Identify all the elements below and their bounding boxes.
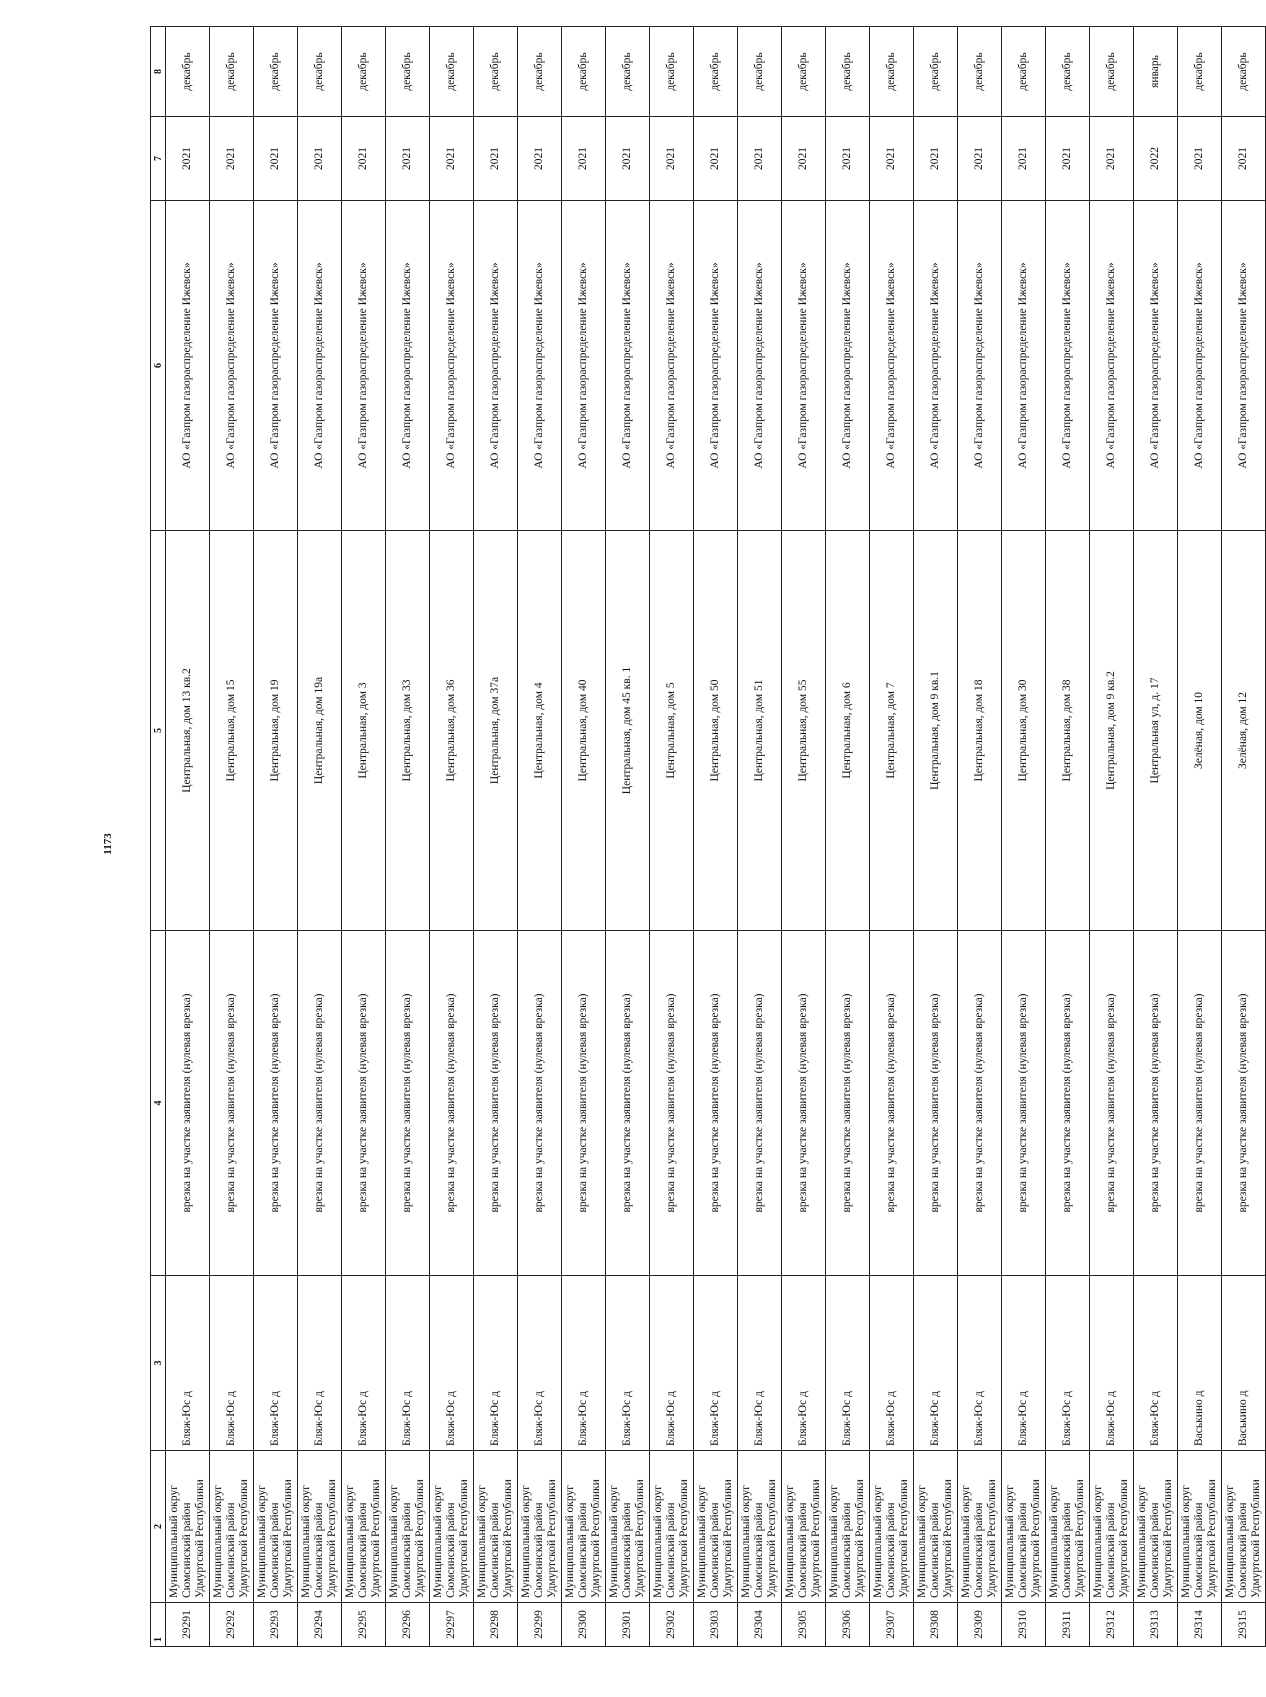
month-cell: декабрь xyxy=(1178,27,1222,117)
table-row xyxy=(518,27,562,1647)
work-type-cell: врезка на участке заявителя (нулевая врезка) xyxy=(694,931,738,1276)
row-number-cell: 29311 xyxy=(1046,1603,1090,1647)
header-cell-7: 7 xyxy=(151,117,166,201)
year-cell: 2021 xyxy=(298,117,342,201)
row-number-cell: 29307 xyxy=(870,1603,914,1647)
organization-cell: АО «Газпром газораспределение Ижевск» xyxy=(210,201,254,531)
municipality-cell: Муниципальный округ Сюмсинский район Удмуртской Республики xyxy=(1178,1451,1222,1603)
organization-cell: АО «Газпром газораспределение Ижевск» xyxy=(1222,201,1266,531)
settlement-cell: Бляж-Юс д xyxy=(1090,1276,1134,1451)
table-row xyxy=(342,27,386,1647)
month-cell: декабрь xyxy=(1222,27,1266,117)
month-cell: декабрь xyxy=(254,27,298,117)
organization-cell: АО «Газпром газораспределение Ижевск» xyxy=(1046,201,1090,531)
table-row xyxy=(1046,27,1090,1647)
address-cell: Центральная, дом 15 xyxy=(210,531,254,931)
municipality-cell: Муниципальный округ Сюмсинский район Удмуртской Республики xyxy=(1222,1451,1266,1603)
year-cell: 2021 xyxy=(870,117,914,201)
address-cell: Центральная, дом 30 xyxy=(1002,531,1046,931)
address-cell: Центральная, дом 3 xyxy=(342,531,386,931)
row-number-cell: 29294 xyxy=(298,1603,342,1647)
row-number-cell: 29315 xyxy=(1222,1603,1266,1647)
header-cell-3: 3 xyxy=(151,1276,166,1451)
table-row xyxy=(298,27,342,1647)
municipality-cell: Муниципальный округ Сюмсинский район Удмуртской Республики xyxy=(914,1451,958,1603)
table-row xyxy=(1222,27,1266,1647)
table-row xyxy=(1134,27,1178,1647)
year-cell: 2021 xyxy=(1222,117,1266,201)
table-body xyxy=(166,27,1266,1647)
table-row xyxy=(1002,27,1046,1647)
work-type-cell: врезка на участке заявителя (нулевая врезка) xyxy=(1222,931,1266,1276)
address-cell: Центральная, дом 33 xyxy=(386,531,430,931)
settlement-cell: Бляж-Юс д xyxy=(298,1276,342,1451)
month-cell: декабрь xyxy=(166,27,210,117)
work-type-cell: врезка на участке заявителя (нулевая врезка) xyxy=(166,931,210,1276)
data-table xyxy=(150,26,1266,1647)
work-type-cell: врезка на участке заявителя (нулевая врезка) xyxy=(342,931,386,1276)
year-cell: 2021 xyxy=(342,117,386,201)
row-number-cell: 29292 xyxy=(210,1603,254,1647)
settlement-cell: Бляж-Юс д xyxy=(650,1276,694,1451)
work-type-cell: врезка на участке заявителя (нулевая врезка) xyxy=(1134,931,1178,1276)
row-number-cell: 29300 xyxy=(562,1603,606,1647)
address-cell: Зелёная, дом 12 xyxy=(1222,531,1266,931)
table-row xyxy=(738,27,782,1647)
row-number-cell: 29303 xyxy=(694,1603,738,1647)
address-cell: Центральная, дом 37а xyxy=(474,531,518,931)
year-cell: 2021 xyxy=(650,117,694,201)
year-cell: 2021 xyxy=(694,117,738,201)
row-number-cell: 29306 xyxy=(826,1603,870,1647)
organization-cell: АО «Газпром газораспределение Ижевск» xyxy=(782,201,826,531)
work-type-cell: врезка на участке заявителя (нулевая врезка) xyxy=(1046,931,1090,1276)
header-cell-1: 1 xyxy=(151,1603,166,1647)
address-cell: Центральная, дом 6 xyxy=(826,531,870,931)
year-cell: 2021 xyxy=(386,117,430,201)
organization-cell: АО «Газпром газораспределение Ижевск» xyxy=(1090,201,1134,531)
settlement-cell: Бляж-Юс д xyxy=(430,1276,474,1451)
work-type-cell: врезка на участке заявителя (нулевая врезка) xyxy=(562,931,606,1276)
row-number-cell: 29297 xyxy=(430,1603,474,1647)
municipality-cell: Муниципальный округ Сюмсинский район Удмуртской Республики xyxy=(606,1451,650,1603)
row-number-cell: 29313 xyxy=(1134,1603,1178,1647)
month-cell: декабрь xyxy=(430,27,474,117)
municipality-cell: Муниципальный округ Сюмсинский район Удмуртской Республики xyxy=(1134,1451,1178,1603)
settlement-cell: Бляж-Юс д xyxy=(254,1276,298,1451)
settlement-cell: Бляж-Юс д xyxy=(166,1276,210,1451)
work-type-cell: врезка на участке заявителя (нулевая врезка) xyxy=(958,931,1002,1276)
header-cell-5: 5 xyxy=(151,531,166,931)
header-cell-2: 2 xyxy=(151,1451,166,1603)
organization-cell: АО «Газпром газораспределение Ижевск» xyxy=(386,201,430,531)
settlement-cell: Бляж-Юс д xyxy=(826,1276,870,1451)
month-cell: декабрь xyxy=(650,27,694,117)
settlement-cell: Васькино д xyxy=(1222,1276,1266,1451)
organization-cell: АО «Газпром газораспределение Ижевск» xyxy=(1134,201,1178,531)
header-cell-6: 6 xyxy=(151,201,166,531)
address-cell: Центральная ул, д. 17 xyxy=(1134,531,1178,931)
work-type-cell: врезка на участке заявителя (нулевая врезка) xyxy=(738,931,782,1276)
organization-cell: АО «Газпром газораспределение Ижевск» xyxy=(650,201,694,531)
address-cell: Центральная, дом 40 xyxy=(562,531,606,931)
settlement-cell: Васькино д xyxy=(1178,1276,1222,1451)
table-row xyxy=(1090,27,1134,1647)
table-row xyxy=(254,27,298,1647)
row-number-cell: 29314 xyxy=(1178,1603,1222,1647)
address-cell: Центральная, дом 38 xyxy=(1046,531,1090,931)
organization-cell: АО «Газпром газораспределение Ижевск» xyxy=(342,201,386,531)
year-cell: 2021 xyxy=(826,117,870,201)
organization-cell: АО «Газпром газораспределение Ижевск» xyxy=(254,201,298,531)
municipality-cell: Муниципальный округ Сюмсинский район Удмуртской Республики xyxy=(1002,1451,1046,1603)
table-row xyxy=(166,27,210,1647)
row-number-cell: 29310 xyxy=(1002,1603,1046,1647)
municipality-cell: Муниципальный округ Сюмсинский район Удмуртской Республики xyxy=(298,1451,342,1603)
municipality-cell: Муниципальный округ Сюмсинский район Удмуртской Республики xyxy=(1046,1451,1090,1603)
work-type-cell: врезка на участке заявителя (нулевая врезка) xyxy=(782,931,826,1276)
address-cell: Центральная, дом 9 кв.1 xyxy=(914,531,958,931)
municipality-cell: Муниципальный округ Сюмсинский район Удмуртской Республики xyxy=(430,1451,474,1603)
year-cell: 2021 xyxy=(1002,117,1046,201)
month-cell: декабрь xyxy=(826,27,870,117)
work-type-cell: врезка на участке заявителя (нулевая врезка) xyxy=(518,931,562,1276)
organization-cell: АО «Газпром газораспределение Ижевск» xyxy=(870,201,914,531)
header-cell-8: 8 xyxy=(151,27,166,117)
table-row xyxy=(210,27,254,1647)
table-row xyxy=(562,27,606,1647)
row-number-cell: 29302 xyxy=(650,1603,694,1647)
work-type-cell: врезка на участке заявителя (нулевая врезка) xyxy=(606,931,650,1276)
address-cell: Центральная, дом 13 кв.2 xyxy=(166,531,210,931)
work-type-cell: врезка на участке заявителя (нулевая врезка) xyxy=(474,931,518,1276)
table-row xyxy=(870,27,914,1647)
year-cell: 2021 xyxy=(430,117,474,201)
month-cell: декабрь xyxy=(386,27,430,117)
year-cell: 2021 xyxy=(782,117,826,201)
month-cell: декабрь xyxy=(914,27,958,117)
organization-cell: АО «Газпром газораспределение Ижевск» xyxy=(474,201,518,531)
organization-cell: АО «Газпром газораспределение Ижевск» xyxy=(430,201,474,531)
header-cell-4: 4 xyxy=(151,931,166,1276)
table-row xyxy=(694,27,738,1647)
row-number-cell: 29312 xyxy=(1090,1603,1134,1647)
year-cell: 2021 xyxy=(254,117,298,201)
month-cell: декабрь xyxy=(1002,27,1046,117)
table-row xyxy=(914,27,958,1647)
month-cell: декабрь xyxy=(606,27,650,117)
municipality-cell: Муниципальный округ Сюмсинский район Удмуртской Республики xyxy=(386,1451,430,1603)
year-cell: 2021 xyxy=(958,117,1002,201)
month-cell: декабрь xyxy=(298,27,342,117)
work-type-cell: врезка на участке заявителя (нулевая врезка) xyxy=(1178,931,1222,1276)
organization-cell: АО «Газпром газораспределение Ижевск» xyxy=(1002,201,1046,531)
work-type-cell: врезка на участке заявителя (нулевая врезка) xyxy=(870,931,914,1276)
month-cell: декабрь xyxy=(1090,27,1134,117)
work-type-cell: врезка на участке заявителя (нулевая врезка) xyxy=(826,931,870,1276)
header-row xyxy=(151,27,166,1647)
settlement-cell: Бляж-Юс д xyxy=(694,1276,738,1451)
settlement-cell: Бляж-Юс д xyxy=(958,1276,1002,1451)
municipality-cell: Муниципальный округ Сюмсинский район Удмуртской Республики xyxy=(738,1451,782,1603)
year-cell: 2021 xyxy=(562,117,606,201)
address-cell: Центральная, дом 19а xyxy=(298,531,342,931)
organization-cell: АО «Газпром газораспределение Ижевск» xyxy=(694,201,738,531)
month-cell: декабрь xyxy=(958,27,1002,117)
month-cell: декабрь xyxy=(342,27,386,117)
month-cell: декабрь xyxy=(870,27,914,117)
municipality-cell: Муниципальный округ Сюмсинский район Удмуртской Республики xyxy=(694,1451,738,1603)
address-cell: Центральная, дом 50 xyxy=(694,531,738,931)
organization-cell: АО «Газпром газораспределение Ижевск» xyxy=(958,201,1002,531)
municipality-cell: Муниципальный округ Сюмсинский район Удмуртской Республики xyxy=(1090,1451,1134,1603)
row-number-cell: 29293 xyxy=(254,1603,298,1647)
work-type-cell: врезка на участке заявителя (нулевая врезка) xyxy=(386,931,430,1276)
work-type-cell: врезка на участке заявителя (нулевая врезка) xyxy=(914,931,958,1276)
address-cell: Центральная, дом 7 xyxy=(870,531,914,931)
month-cell: декабрь xyxy=(738,27,782,117)
municipality-cell: Муниципальный округ Сюмсинский район Удмуртской Республики xyxy=(562,1451,606,1603)
settlement-cell: Бляж-Юс д xyxy=(474,1276,518,1451)
work-type-cell: врезка на участке заявителя (нулевая врезка) xyxy=(254,931,298,1276)
month-cell: декабрь xyxy=(694,27,738,117)
table-row xyxy=(650,27,694,1647)
organization-cell: АО «Газпром газораспределение Ижевск» xyxy=(826,201,870,531)
table-row xyxy=(606,27,650,1647)
municipality-cell: Муниципальный округ Сюмсинский район Удмуртской Республики xyxy=(166,1451,210,1603)
municipality-cell: Муниципальный округ Сюмсинский район Удмуртской Республики xyxy=(254,1451,298,1603)
municipality-cell: Муниципальный округ Сюмсинский район Удмуртской Республики xyxy=(650,1451,694,1603)
settlement-cell: Бляж-Юс д xyxy=(1134,1276,1178,1451)
table-row xyxy=(826,27,870,1647)
row-number-cell: 29308 xyxy=(914,1603,958,1647)
address-cell: Центральная, дом 9 кв.2 xyxy=(1090,531,1134,931)
row-number-cell: 29301 xyxy=(606,1603,650,1647)
organization-cell: АО «Газпром газораспределение Ижевск» xyxy=(166,201,210,531)
row-number-cell: 29305 xyxy=(782,1603,826,1647)
year-cell: 2021 xyxy=(1178,117,1222,201)
settlement-cell: Бляж-Юс д xyxy=(342,1276,386,1451)
year-cell: 2021 xyxy=(518,117,562,201)
settlement-cell: Бляж-Юс д xyxy=(870,1276,914,1451)
municipality-cell: Муниципальный округ Сюмсинский район Удмуртской Республики xyxy=(474,1451,518,1603)
year-cell: 2021 xyxy=(606,117,650,201)
work-type-cell: врезка на участке заявителя (нулевая врезка) xyxy=(1002,931,1046,1276)
municipality-cell: Муниципальный округ Сюмсинский район Удмуртской Республики xyxy=(870,1451,914,1603)
work-type-cell: врезка на участке заявителя (нулевая врезка) xyxy=(650,931,694,1276)
settlement-cell: Бляж-Юс д xyxy=(386,1276,430,1451)
row-number-cell: 29295 xyxy=(342,1603,386,1647)
settlement-cell: Бляж-Юс д xyxy=(562,1276,606,1451)
row-number-cell: 29309 xyxy=(958,1603,1002,1647)
organization-cell: АО «Газпром газораспределение Ижевск» xyxy=(738,201,782,531)
row-number-cell: 29298 xyxy=(474,1603,518,1647)
table-row xyxy=(386,27,430,1647)
table-row xyxy=(782,27,826,1647)
work-type-cell: врезка на участке заявителя (нулевая врезка) xyxy=(1090,931,1134,1276)
settlement-cell: Бляж-Юс д xyxy=(1002,1276,1046,1451)
organization-cell: АО «Газпром газораспределение Ижевск» xyxy=(914,201,958,531)
organization-cell: АО «Газпром газораспределение Ижевск» xyxy=(298,201,342,531)
settlement-cell: Бляж-Юс д xyxy=(738,1276,782,1451)
row-number-cell: 29304 xyxy=(738,1603,782,1647)
work-type-cell: врезка на участке заявителя (нулевая врезка) xyxy=(298,931,342,1276)
year-cell: 2021 xyxy=(1046,117,1090,201)
table-row xyxy=(430,27,474,1647)
municipality-cell: Муниципальный округ Сюмсинский район Удмуртской Республики xyxy=(342,1451,386,1603)
month-cell: декабрь xyxy=(474,27,518,117)
address-cell: Центральная, дом 5 xyxy=(650,531,694,931)
row-number-cell: 29299 xyxy=(518,1603,562,1647)
table-row xyxy=(474,27,518,1647)
year-cell: 2021 xyxy=(738,117,782,201)
month-cell: январь xyxy=(1134,27,1178,117)
table-row xyxy=(958,27,1002,1647)
address-cell: Центральная, дом 18 xyxy=(958,531,1002,931)
year-cell: 2022 xyxy=(1134,117,1178,201)
rotated-table-wrapper xyxy=(150,27,1262,1647)
address-cell: Зелёная, дом 10 xyxy=(1178,531,1222,931)
month-cell: декабрь xyxy=(210,27,254,117)
page-number: 1173 xyxy=(102,833,114,855)
municipality-cell: Муниципальный округ Сюмсинский район Удмуртской Республики xyxy=(782,1451,826,1603)
table-row xyxy=(1178,27,1222,1647)
municipality-cell: Муниципальный округ Сюмсинский район Удмуртской Республики xyxy=(958,1451,1002,1603)
municipality-cell: Муниципальный округ Сюмсинский район Удмуртской Республики xyxy=(518,1451,562,1603)
address-cell: Центральная, дом 45 кв. 1 xyxy=(606,531,650,931)
settlement-cell: Бляж-Юс д xyxy=(1046,1276,1090,1451)
year-cell: 2021 xyxy=(1090,117,1134,201)
address-cell: Центральная, дом 19 xyxy=(254,531,298,931)
settlement-cell: Бляж-Юс д xyxy=(518,1276,562,1451)
month-cell: декабрь xyxy=(518,27,562,117)
settlement-cell: Бляж-Юс д xyxy=(606,1276,650,1451)
row-number-cell: 29291 xyxy=(166,1603,210,1647)
month-cell: декабрь xyxy=(1046,27,1090,117)
organization-cell: АО «Газпром газораспределение Ижевск» xyxy=(1178,201,1222,531)
address-cell: Центральная, дом 36 xyxy=(430,531,474,931)
work-type-cell: врезка на участке заявителя (нулевая врезка) xyxy=(430,931,474,1276)
year-cell: 2021 xyxy=(166,117,210,201)
year-cell: 2021 xyxy=(474,117,518,201)
settlement-cell: Бляж-Юс д xyxy=(210,1276,254,1451)
municipality-cell: Муниципальный округ Сюмсинский район Удмуртской Республики xyxy=(826,1451,870,1603)
organization-cell: АО «Газпром газораспределение Ижевск» xyxy=(562,201,606,531)
organization-cell: АО «Газпром газораспределение Ижевск» xyxy=(518,201,562,531)
work-type-cell: врезка на участке заявителя (нулевая врезка) xyxy=(210,931,254,1276)
row-number-cell: 29296 xyxy=(386,1603,430,1647)
settlement-cell: Бляж-Юс д xyxy=(782,1276,826,1451)
year-cell: 2021 xyxy=(914,117,958,201)
address-cell: Центральная, дом 51 xyxy=(738,531,782,931)
address-cell: Центральная, дом 55 xyxy=(782,531,826,931)
month-cell: декабрь xyxy=(782,27,826,117)
month-cell: декабрь xyxy=(562,27,606,117)
address-cell: Центральная, дом 4 xyxy=(518,531,562,931)
municipality-cell: Муниципальный округ Сюмсинский район Удмуртской Республики xyxy=(210,1451,254,1603)
organization-cell: АО «Газпром газораспределение Ижевск» xyxy=(606,201,650,531)
year-cell: 2021 xyxy=(210,117,254,201)
settlement-cell: Бляж-Юс д xyxy=(914,1276,958,1451)
